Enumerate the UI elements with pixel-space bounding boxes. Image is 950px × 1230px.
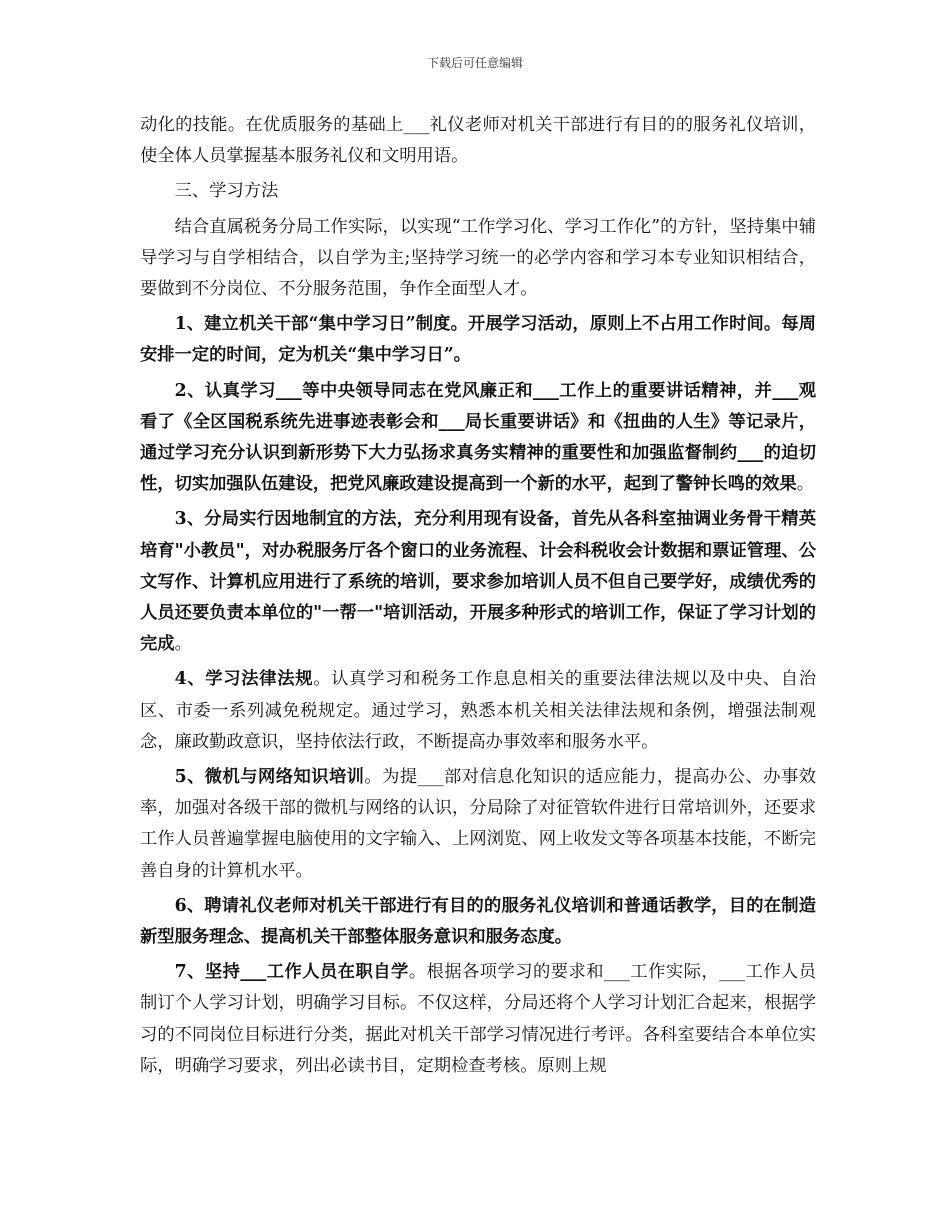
paragraph-bold: 6、聘请礼仪老师对机关干部进行有目的的服务礼仪培训和普通话教学，目的在制造新型服务理念、提高机关干部整体服务意识和服务态度。 [140,895,816,948]
paragraph-3 [140,212,816,306]
paragraph-text: 。为提___部对信息化知识的适应能力，提高办公、办事效率，加强对各级干部的微机与网络的认识，分局除了对征管软件进行日常培训外，还要求工作人员普遍掌握电脑使用的文字输入、上网浏览、网上收发文等各项基本技能，不断完善自身的计算机水平。 [140,767,816,881]
paragraph-text: 三、学习方法 [174,181,279,202]
section-heading [140,176,816,207]
paragraph-bold: 7、坚持___工作人员在职自学 [174,962,409,983]
paragraph-item-5 [140,762,816,887]
paragraph-bold: 2、认真学习___等中央领导同志在党风廉正和___工作上的重要讲话精神，并___观看了《全区国税系统先进事迹表彰会和___局长重要讲话》和《扭曲的人生》等记录片，通过学习充分认识到新形势下大力弘扬求真务实精神的重要性和加强监督制约___的迫切性，切实加强队伍建设，把党风廉政建设提高到一个新的水平，起到了警钟长鸣的效果 [140,380,816,495]
paragraph-bold: 3、分局实行因地制宜的方法，充分利用现有设备，首先从各科室抽调业务骨干精英培育"小教员"，对办税服务厅各个窗口的业务流程、计会科税收会计数据和票证管理、公文写作、计算机应用进行了系统的培训，要求参加培训人员不但自己要学好，成绩优秀的人员还要负责本单位的"一帮一"培训活动，开展多种形式的培训工作，保证了学习计划的完成 [140,509,816,655]
document-body [140,110,816,1086]
paragraph-bold: 5、微机与网络知识培训 [174,767,365,788]
paragraph-1 [140,110,816,172]
paragraph-item-7 [140,957,816,1082]
paragraph-item-2 [140,376,816,501]
paragraph-bold: 4、学习法律法规 [174,669,314,690]
page-header: 下载后可任意编辑 [426,56,523,70]
paragraph-item-4 [140,664,816,758]
paragraph-text: 动化的技能。在优质服务的基础上___礼仪老师对机关干部进行有目的的服务礼仪培训，使全体人员掌握基本服务礼仪和文明用语。 [140,115,816,167]
paragraph-text: 结合直属税务分局工作实际，以实现“工作学习化、学习工作化”的方针，坚持集中辅导学习与自学相结合，以自学为主;坚持学习统一的必学内容和学习本专业知识相结合，要做到不分岗位、不分服务范围，争作全面型人才。 [140,216,816,300]
paragraph-text: 。认真学习和税务工作息息相关的重要法律法规以及中央、自治区、市委一系列减免税规定。通过学习，熟悉本机关相关法律法规和条例，增强法制观念，廉政勤政意识，坚持依法行政，不断提高办事效率和服务水平。 [140,669,816,752]
paragraph-text: 。 [174,634,192,655]
paragraph-item-3 [140,504,816,660]
paragraph-item-6 [140,891,816,953]
paragraph-text: 。根据各项学习的要求和___工作实际，___工作人员制订个人学习计划，明确学习目标。不仅这样，分局还将个人学习计划汇合起来，根据学习的不同岗位目标进行分类，据此对机关干部学习情况进行考评。各科室要结合本单位实际，明确学习要求，列出必读书目，定期检查考核。原则上规 [140,962,816,1076]
paragraph-text: 。 [796,474,814,495]
paragraph-bold: 1、建立机关干部“集中学习日”制度。开展学习活动，原则上不占用工作时间。每周安排一定的时间，定为机关“集中学习日”。 [140,314,816,366]
paragraph-item-1 [140,309,816,371]
